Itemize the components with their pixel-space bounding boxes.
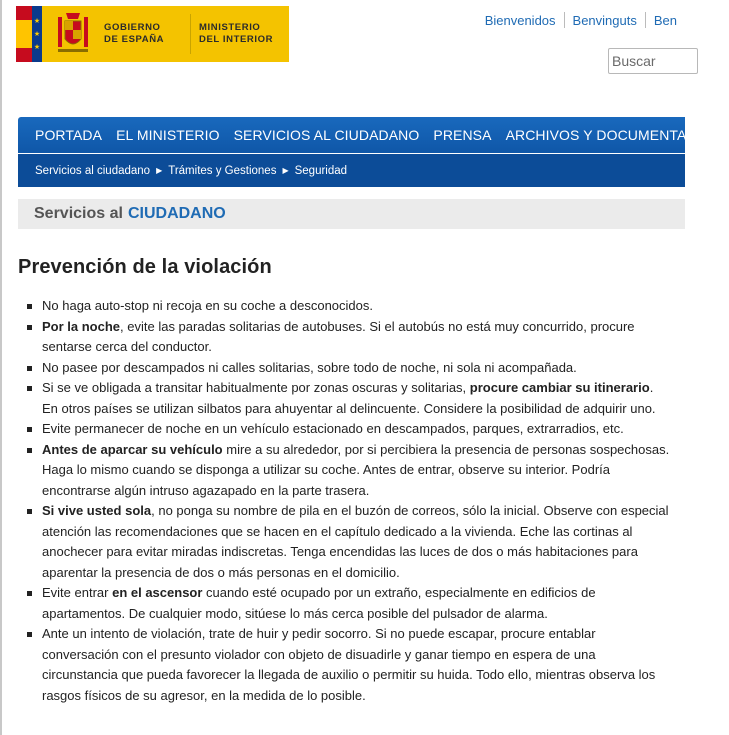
section-highlight: CIUDADANO bbox=[127, 205, 226, 222]
tip-text: mire a su alrededor, por si percibiera la presencia de personas sospechosas. Haga lo mismo cuando se disponga a utilizar su coche. Antes de entrar, observe su interior. Podría encontrarse algún intruso agazapado en la parte trasera. bbox=[42, 441, 670, 498]
tips-list bbox=[24, 296, 672, 706]
tip-text: Ante un intento de violación, trate de huir y pedir socorro. Si no puede escapar, procure entablar conversación con el presunto violador con objeto de disuadirle y ganar tiempo en espera de una circunstancia que pueda favorecer la llegada de auxilio o permitir su huida. Todo ello, mientras observa los rasgos físicos de su agresor, en la medida de lo posible. bbox=[42, 626, 656, 703]
gobierno-text bbox=[104, 6, 182, 62]
tip-pre: Si se ve obligada a transitar habitualmente por zonas oscuras y solitarias, bbox=[42, 380, 470, 395]
nav-item-prensa[interactable]: PRENSA bbox=[433, 127, 492, 143]
tip-text: Evite permanecer de noche en un vehículo estacionado en descampados, parques, extrarradios, etc. bbox=[42, 421, 624, 436]
tip-text: No pasee por descampados ni calles solitarias, sobre todo de noche, ni sola ni acompañada. bbox=[42, 359, 577, 375]
tip-bold: en el ascensor bbox=[112, 585, 203, 600]
list-item bbox=[24, 440, 672, 502]
tip-text: , no ponga su nombre de pila en el buzón de correos, sólo la inicial. Observe con especial atención las recomendaciones que se hacen en el capítulo dedicado a la vivienda. Eche las cortinas al anochecer para evitar miradas indiscretas. Tenga encendidas las luces de dos o más habitaciones para aparentar la presencia de dos o más personas en el domicilio. bbox=[42, 503, 669, 580]
tip-text: cuando esté ocupado por un extraño, especialmente en edificios de apartamentos. De cualquier modo, sitúese lo más cerca posible del pulsador de alarma. bbox=[42, 585, 596, 621]
gobierno-logo[interactable] bbox=[16, 6, 289, 62]
tip-text: No haga auto-stop ni recoja en su coche a desconocidos. bbox=[42, 298, 373, 313]
breadcrumb bbox=[18, 154, 685, 187]
chevron-right-icon: ▶ bbox=[156, 166, 163, 175]
section-prefix: Servicios al bbox=[34, 205, 123, 222]
breadcrumb-seguridad[interactable]: Seguridad bbox=[294, 164, 348, 177]
nav-item-portada[interactable]: PORTADA bbox=[35, 127, 103, 143]
nav-item-archivos[interactable]: ARCHIVOS Y DOCUMENTACIÓN bbox=[505, 127, 722, 143]
page-title: Prevención de la violación bbox=[18, 256, 272, 278]
list-item bbox=[24, 358, 672, 379]
lang-link-bienvenidos[interactable]: Bienvenidos bbox=[484, 12, 556, 28]
nav-item-ministerio[interactable]: EL MINISTERIO bbox=[116, 127, 220, 143]
search-box bbox=[608, 48, 698, 74]
nav-item-servicios[interactable]: SERVICIOS AL CIUDADANO bbox=[233, 127, 420, 143]
tip-bold: Por la noche bbox=[42, 318, 121, 334]
min-line-1: MINISTERIO bbox=[199, 22, 261, 33]
main-nav bbox=[18, 117, 722, 153]
coat-of-arms-icon bbox=[42, 6, 104, 62]
ministerio-text bbox=[199, 6, 273, 62]
tip-text: . En otros países se utilizan silbatos para ahuyentar al delincuente. Considere la posibilidad de adquirir uno. bbox=[42, 380, 656, 416]
tip-text: , evite las paradas solitarias de autobuses. Si el autobús no está muy concurrido, procure sentarse cerca del conductor. bbox=[42, 318, 635, 354]
lang-link-ben[interactable]: Ben bbox=[653, 12, 677, 28]
eu-stars-icon: ★ ★ ★ bbox=[32, 6, 42, 62]
list-item bbox=[24, 296, 672, 317]
spain-flag-icon bbox=[16, 6, 32, 62]
list-item bbox=[24, 378, 672, 419]
list-item bbox=[24, 317, 672, 358]
lang-link-benvinguts[interactable]: Benvinguts bbox=[572, 12, 637, 28]
tip-bold: Antes de aparcar su vehículo bbox=[42, 441, 223, 457]
language-links bbox=[477, 12, 685, 28]
gov-line-1: GOBIERNO bbox=[104, 22, 161, 33]
chevron-right-icon: ▶ bbox=[282, 166, 289, 175]
breadcrumb-servicios[interactable]: Servicios al ciudadano bbox=[35, 164, 151, 177]
logo-divider bbox=[190, 14, 191, 54]
section-header bbox=[18, 199, 685, 229]
tip-bold: procure cambiar su itinerario bbox=[469, 380, 650, 395]
list-item bbox=[24, 419, 672, 440]
search-input[interactable] bbox=[609, 49, 692, 72]
min-line-2: DEL INTERIOR bbox=[199, 34, 274, 45]
gov-line-2: DE ESPAÑA bbox=[104, 34, 165, 45]
tip-pre: Evite entrar bbox=[42, 585, 113, 600]
list-item bbox=[24, 583, 672, 624]
breadcrumb-tramites[interactable]: Trámites y Gestiones bbox=[168, 164, 277, 177]
list-item bbox=[24, 624, 672, 706]
list-item bbox=[24, 501, 672, 583]
page-left-border bbox=[0, 0, 2, 735]
tip-bold: Si vive usted sola bbox=[42, 503, 152, 518]
